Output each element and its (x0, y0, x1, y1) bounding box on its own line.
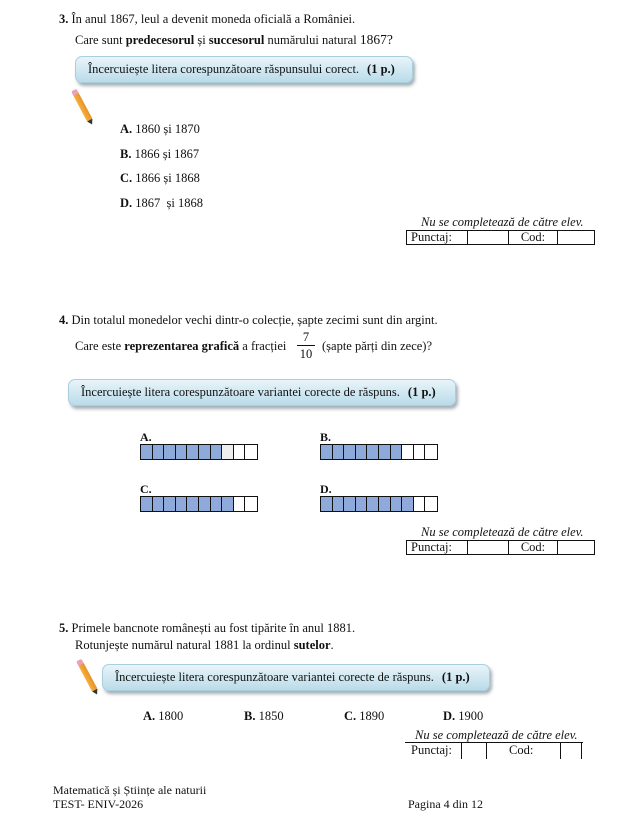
option-letter: C. (120, 171, 133, 185)
bar-cell-filled (176, 497, 188, 511)
q3-number-1867: 1867? (359, 32, 393, 47)
option-text: 1867 și 1868 (135, 196, 203, 210)
q5-instruction-box (102, 664, 490, 691)
score-label: Punctaj: (411, 743, 452, 757)
q4-text: Care este (75, 339, 125, 353)
q3-text: Care sunt (75, 33, 126, 47)
q4-option-a-bar[interactable] (140, 444, 258, 460)
q3-instruction-box (75, 56, 413, 83)
q3-text-1: În anul 1867, leul a devenit moneda oficială a României. (71, 12, 356, 26)
option-letter: B. (244, 709, 256, 723)
q3-grader-note: Nu se completează de către elev. (421, 215, 584, 229)
bar-cell-empty (234, 445, 246, 459)
code-cell[interactable] (558, 231, 595, 245)
bar-cell-filled (344, 497, 356, 511)
bar-cell-filled (176, 445, 188, 459)
q3-option-b[interactable] (120, 147, 199, 162)
code-cell[interactable] (558, 541, 595, 555)
q5-option-a[interactable] (143, 709, 183, 724)
q4-score-table (406, 540, 595, 555)
footer-page-number: Pagina 4 din 12 (408, 797, 483, 811)
code-cell[interactable] (561, 743, 581, 759)
bar-cell-empty (425, 445, 437, 459)
q5-line2 (75, 638, 334, 653)
option-letter: D. (120, 196, 133, 210)
bar-cell-empty (414, 445, 426, 459)
q3-bold-succesor: succesorul (208, 33, 265, 47)
q5-option-b[interactable] (244, 709, 284, 724)
bar-cell-filled (391, 445, 403, 459)
option-letter: A. (120, 122, 133, 136)
bar-cell-empty (245, 497, 257, 511)
bar-cell-filled (333, 445, 345, 459)
score-cell[interactable] (462, 743, 486, 759)
footer-test: TEST- ENIV-2026 (53, 797, 144, 811)
bar-cell-filled (187, 497, 199, 511)
q5-score-table (405, 742, 583, 759)
q4-bold-text: reprezentarea grafică (124, 339, 240, 353)
bar-cell-filled (153, 497, 165, 511)
q4-option-c-bar[interactable] (140, 496, 258, 512)
q5-text: . (330, 638, 334, 652)
bar-cell-filled (367, 497, 379, 511)
q4-line2 (75, 339, 286, 354)
option-text: 1866 și 1867 (134, 147, 200, 161)
fraction-denominator: 10 (299, 347, 313, 361)
bar-cell-filled (164, 497, 176, 511)
q4-option-d-bar[interactable] (320, 496, 438, 512)
code-label: Cod: (509, 541, 558, 555)
score-divider (486, 743, 487, 759)
bar-cell-filled (187, 445, 199, 459)
bar-cell-filled (321, 497, 333, 511)
bar-cell-filled (333, 497, 345, 511)
option-letter: C. (344, 709, 357, 723)
q5-bold-text: sutelor (293, 638, 331, 652)
bar-cell-filled (402, 497, 414, 511)
bar-cell-filled (356, 445, 368, 459)
q4-instruction-box (68, 379, 456, 406)
option-text: 1850 (258, 709, 284, 723)
option-text: 1900 (458, 709, 484, 723)
q4-text: a fracției (239, 339, 287, 353)
q4-points: (1 p.) (407, 385, 436, 399)
bar-cell-empty (425, 497, 437, 511)
q4-option-a-label[interactable]: A. (140, 430, 152, 444)
score-cell[interactable] (468, 231, 509, 245)
bar-cell-filled (199, 445, 211, 459)
bar-cell-filled (379, 497, 391, 511)
pencil-icon (73, 92, 92, 121)
footer-subject: Matematică și Științe ale naturii (53, 783, 207, 797)
q4-fraction (297, 330, 315, 362)
score-divider (581, 743, 582, 759)
option-text: 1890 (359, 709, 385, 723)
bar-cell-filled (153, 445, 165, 459)
score-cell[interactable] (468, 541, 509, 555)
bar-cell-filled (367, 445, 379, 459)
bar-cell-empty (234, 497, 246, 511)
q4-option-b-bar[interactable] (320, 444, 438, 460)
fraction-numerator: 7 (297, 330, 315, 346)
q3-text: numărului natural (264, 33, 360, 47)
q5-instruction: Încercuiește litera corespunzătoare variantei corecte de răspuns. (115, 670, 434, 684)
bar-cell-filled (211, 445, 223, 459)
option-text: 1860 și 1870 (135, 122, 200, 136)
bar-cell-empty (245, 445, 257, 459)
q3-line1 (59, 12, 355, 27)
q4-option-b-label[interactable]: B. (320, 430, 332, 444)
q3-points: (1 p.) (367, 62, 395, 76)
score-label: Punctaj: (407, 231, 468, 245)
q3-instruction: Încercuiește litera corespunzătoare răspunsului corect. (88, 62, 360, 76)
option-text: 1866 și 1868 (135, 171, 200, 185)
bar-cell-filled (356, 497, 368, 511)
bar-cell-filled (391, 497, 403, 511)
bar-cell-filled (199, 497, 211, 511)
q4-option-c-label[interactable]: C. (140, 482, 152, 496)
bar-cell-filled (222, 497, 234, 511)
q5-text-1: Primele bancnote românești au fost tipărite în anul 1881. (71, 621, 356, 635)
bar-cell-filled (164, 445, 176, 459)
q3-number: 3. (59, 12, 69, 26)
bar-cell-filled (141, 445, 153, 459)
q4-option-d-label[interactable]: D. (320, 482, 332, 496)
q3-option-c[interactable] (120, 171, 200, 186)
q5-number: 5. (59, 621, 69, 635)
q4-grader-note: Nu se completează de către elev. (421, 525, 584, 539)
bar-cell-filled (211, 497, 223, 511)
q5-text: Rotunjește numărul natural 1881 la ordinul (75, 638, 294, 652)
q3-bold-predecesor: predecesorul (125, 33, 195, 47)
bar-cell-filled (344, 445, 356, 459)
q4-instruction: Încercuiește litera corespunzătoare variantei corecte de răspuns. (81, 385, 400, 399)
q3-text: și (194, 33, 209, 47)
bar-cell-empty (414, 497, 426, 511)
code-label: Cod: (509, 231, 558, 245)
bar-cell-filled (141, 497, 153, 511)
q5-option-c[interactable] (344, 709, 384, 724)
q5-option-d[interactable] (443, 709, 483, 724)
q5-grader-note: Nu se completează de către elev. (415, 728, 578, 742)
option-letter: A. (143, 709, 156, 723)
q3-line2 (75, 32, 393, 48)
q4-line2-end: (șapte părți din zece)? (322, 339, 433, 353)
q5-points: (1 p.) (441, 670, 470, 684)
option-letter: D. (443, 709, 456, 723)
q4-number: 4. (59, 313, 69, 327)
q3-score-table (406, 230, 595, 245)
q5-line1 (59, 621, 355, 636)
code-label: Cod: (509, 743, 534, 757)
pencil-icon (78, 662, 97, 691)
score-label: Punctaj: (407, 541, 468, 555)
bar-cell-filled (321, 445, 333, 459)
q4-line1 (59, 313, 438, 328)
bar-cell-filled (379, 445, 391, 459)
q3-option-a[interactable] (120, 122, 200, 137)
q4-text-1: Din totalul monedelor vechi dintr-o colecție, șapte zecimi sunt din argint. (71, 313, 438, 327)
q3-option-d[interactable] (120, 196, 203, 211)
option-letter: B. (120, 147, 132, 161)
bar-cell-empty (402, 445, 414, 459)
option-text: 1800 (158, 709, 184, 723)
bar-cell-pale (222, 445, 234, 459)
